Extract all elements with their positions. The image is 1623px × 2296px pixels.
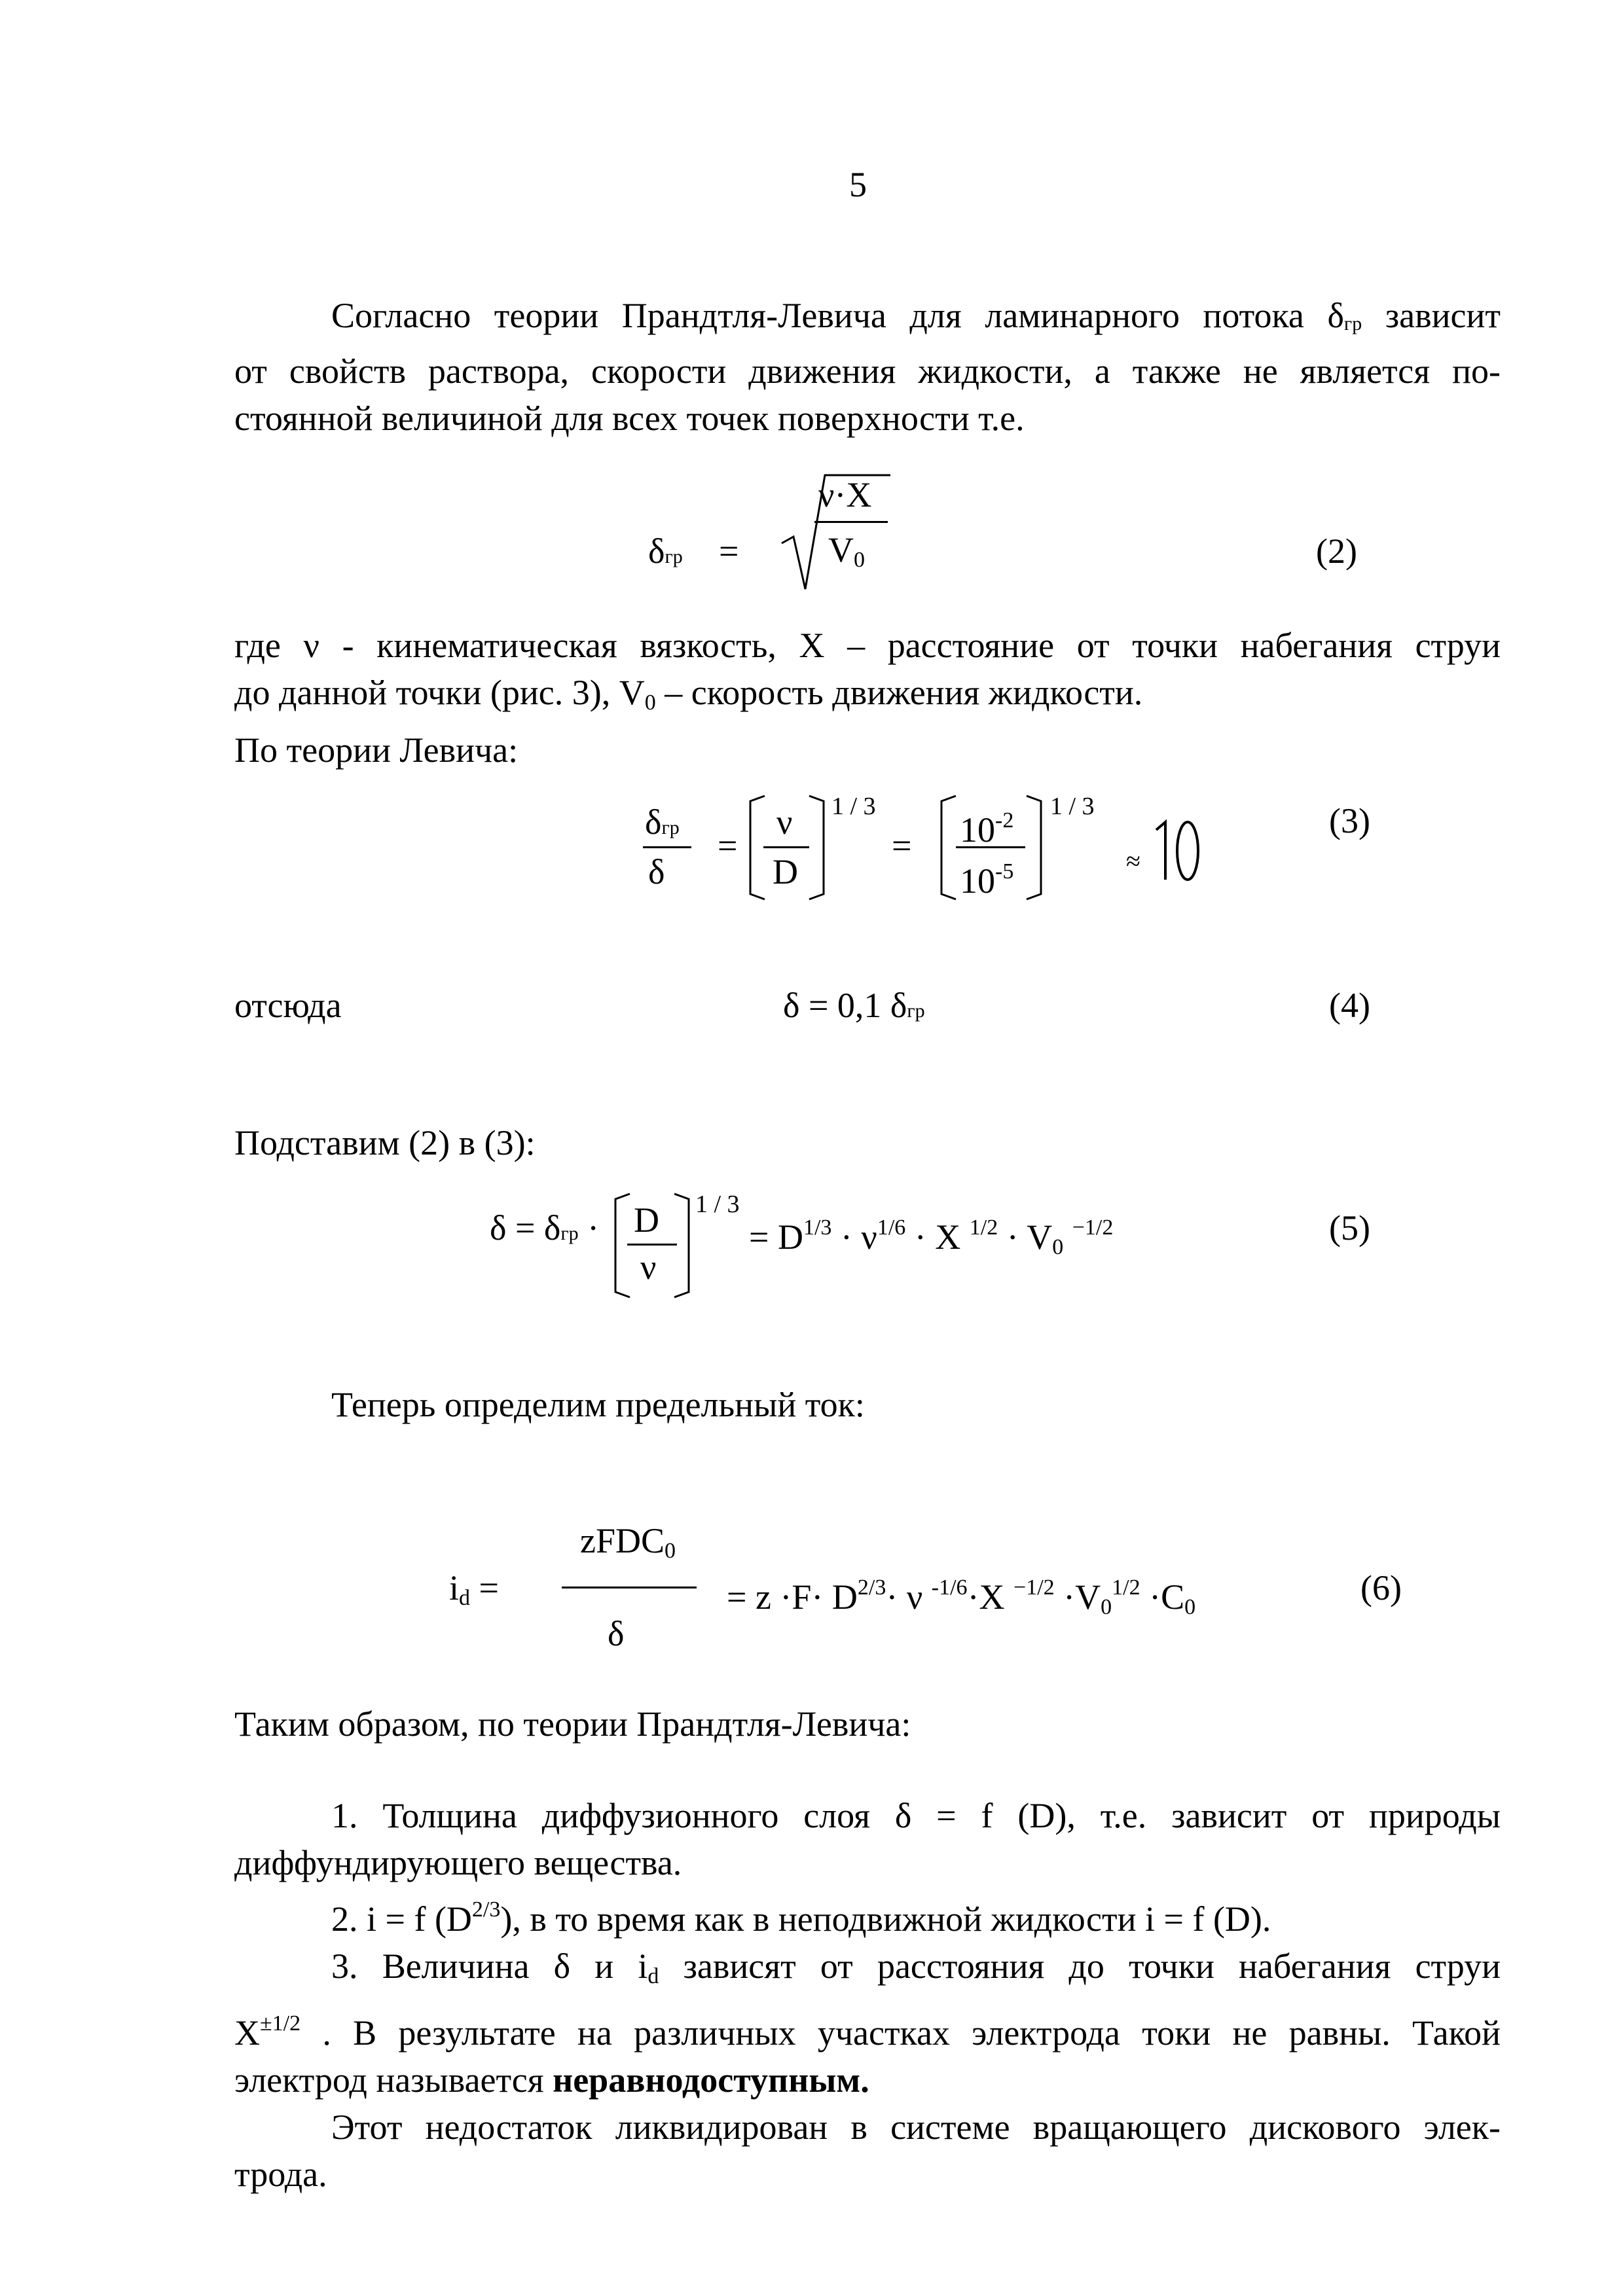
eq6-lhs: $i_d$ = xyxy=(449,1568,499,1610)
eq3-handwritten-10 xyxy=(1147,814,1206,886)
eq4-label: (4) xyxy=(1329,986,1370,1025)
final-line-1: Этот недостаток ликвидирован в системе вращающего дискового элек- xyxy=(331,2108,1501,2147)
eq3-label: (3) xyxy=(1329,801,1370,840)
limit-current-heading: Теперь определим предельный ток: xyxy=(331,1385,865,1424)
eq3-frac1-num: δгр xyxy=(645,802,680,842)
conclusion-heading: Таким образом, по теории Прандтля-Левича: xyxy=(234,1704,911,1744)
eq6-label: (6) xyxy=(1360,1568,1402,1607)
where-line-1: где ν - кинематическая вязкость, X – расстояние от точки набегания струи xyxy=(234,626,1501,665)
eq2-label: (2) xyxy=(1316,531,1357,571)
page-number: 5 xyxy=(849,165,867,204)
eq4-lead: отсюда xyxy=(234,986,342,1025)
eq3-frac2-den: D xyxy=(773,852,798,891)
eq3-frac3-den: $10^{-5}$ xyxy=(960,859,1014,901)
eq5-rhs: = $D^{1/3} \cdot \nu^{1/6} \cdot X$ $^{1/2} \cdot V_0$ $^{-1/2}$ xyxy=(749,1215,1114,1259)
where-paragraph xyxy=(234,622,1501,774)
eq2-fraction-bar xyxy=(814,521,888,523)
eq2-lhs: δгр xyxy=(648,531,683,571)
eq2-denominator: $V_0$ xyxy=(828,530,865,572)
eq3-approx: ≈ xyxy=(1126,846,1140,876)
intro-line-3: стоянной величиной для всех точек поверхности т.е. xyxy=(234,399,1025,438)
item-1-line-2: диффундирующего вещества. xyxy=(234,1843,682,1882)
intro-paragraph xyxy=(234,292,1501,442)
levich-heading: По теории Левича: xyxy=(234,730,519,770)
item-1-line-1: 1. Толщина диффузионного слоя δ = f (D), т.е. зависит от природы xyxy=(331,1796,1501,1835)
eq3-frac3-num: $10^{-2}$ xyxy=(960,808,1014,850)
eq5-exp: 1 / 3 xyxy=(695,1191,740,1218)
eq3-exp-1: 1 / 3 xyxy=(831,793,876,820)
eq6-den: δ xyxy=(608,1614,625,1653)
item-3-line-2: $X^{\pm 1/2}$ . В результате на различных участках электрода токи не равны. Такой xyxy=(234,2011,1501,2053)
item-2: 2. i = f $(D^{2/3})$, в то время как в неподвижной жидкости i = f (D). xyxy=(331,1897,1271,1939)
eq6-num: zFDC$_0$ xyxy=(580,1521,676,1563)
items-block xyxy=(234,1792,1501,2198)
bold-term: неравнодоступным. xyxy=(553,2060,869,2100)
eq5-num: D xyxy=(634,1200,659,1240)
eq6-bar xyxy=(562,1587,697,1588)
eq4-expr: δ = 0,1 δгр xyxy=(783,986,925,1025)
eq3-equals-2: = xyxy=(892,826,912,865)
where-line-2: до данной точки (рис. 3), $V_0$ – скорость движения жидкости. xyxy=(234,673,1143,715)
eq3-frac1-den: δ xyxy=(648,852,665,891)
intro-line-2: от свойств раствора, скорости движения жидкости, а также не является по- xyxy=(234,351,1501,391)
eq5-lhs: δ = δгр · xyxy=(490,1208,600,1247)
intro-line-1: Согласно теории Прандтля-Левича для ламинарного потока δгр зависит xyxy=(331,296,1501,335)
item-3-line-1: 3. Величина δ и $i_d$ зависят от расстояния до точки набегания струи xyxy=(331,1946,1501,1988)
eq6-rhs: = $z \cdot F\cdot D^{2/3}\cdot \nu$ $^{-1/6}$·X $^{-1/2} \cdot V_0^{1/2} \cdot C_0$ xyxy=(727,1575,1196,1619)
eq3-frac2-num: ν xyxy=(776,802,793,842)
final-line-2: трода. xyxy=(234,2155,327,2194)
eq5-den: ν xyxy=(640,1247,657,1287)
eq2-numerator: ν·X xyxy=(818,475,872,514)
eq3-exp-2: 1 / 3 xyxy=(1050,793,1095,820)
eq5-label: (5) xyxy=(1329,1208,1370,1247)
eq3-equals-1: = xyxy=(718,826,738,865)
item-3-line-3: электрод называется неравнодоступным. xyxy=(234,2060,869,2100)
eq2-equals: = xyxy=(719,531,739,571)
substitute-heading: Подставим (2) в (3): xyxy=(234,1123,536,1162)
